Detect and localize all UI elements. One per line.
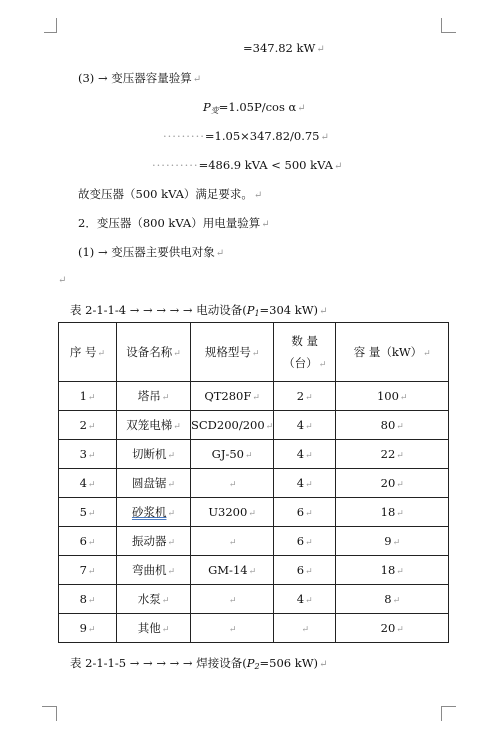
- crop-mark-bottom-right: [441, 706, 456, 721]
- paragraph-mark: ↵: [319, 659, 328, 670]
- cell-capacity: 100↵: [336, 382, 449, 411]
- caption-text: =304 kW): [259, 303, 319, 317]
- cell-name: 水泵↵: [117, 585, 191, 614]
- cell-name: 其他↵: [117, 614, 191, 643]
- cell-quantity: 4↵: [274, 411, 336, 440]
- cell-quantity: 4↵: [274, 469, 336, 498]
- cell-quantity: 2↵: [274, 382, 336, 411]
- conclusion-text: 故变压器（500 kVA）满足要求。: [78, 187, 253, 201]
- cell-index: 8↵: [59, 585, 117, 614]
- table-row: [59, 556, 449, 585]
- cell-capacity: 20↵: [336, 614, 449, 643]
- cell-name: 砂浆机↵: [117, 498, 191, 527]
- cell-index: 1↵: [59, 382, 117, 411]
- table-row: [59, 498, 449, 527]
- cell-index: 4↵: [59, 469, 117, 498]
- paragraph-mark: ↵: [215, 248, 225, 259]
- caption-text: 表 2-1-1-5 → → → → → 焊接设备(: [70, 656, 247, 670]
- cell-model: ↵: [191, 614, 274, 643]
- cell-model: GJ-50↵: [191, 440, 274, 469]
- table-row: [59, 585, 449, 614]
- header-cell-quantity: 数 量 （台）↵: [274, 323, 336, 382]
- cell-name: 双笼电梯↵: [117, 411, 191, 440]
- cell-index: 3↵: [59, 440, 117, 469]
- formula-subscript: 变: [210, 106, 219, 115]
- formula-text: =347.82 kW: [243, 41, 316, 55]
- caption-subscript: 1: [254, 309, 260, 318]
- header-cell-index: 序 号↵: [59, 323, 117, 382]
- cell-capacity: 8↵: [336, 585, 449, 614]
- cell-model: QT280F↵: [191, 382, 274, 411]
- section-2-heading: [78, 216, 270, 232]
- paragraph-mark: ↵: [320, 132, 329, 143]
- crop-mark-top-right: [441, 18, 456, 33]
- table-row: [59, 382, 449, 411]
- cell-index: 7↵: [59, 556, 117, 585]
- paragraph-mark: ↵: [297, 103, 306, 114]
- cell-name: 振动器↵: [117, 527, 191, 556]
- caption-text: 表 2-1-1-4 → → → → → 电动设备(: [70, 303, 247, 317]
- step-1-heading: [78, 245, 224, 261]
- cell-model: ↵: [191, 527, 274, 556]
- header-cell-model: 规格型号↵: [191, 323, 274, 382]
- cell-quantity: 6↵: [274, 527, 336, 556]
- electric-equipment-table: [58, 322, 449, 643]
- cell-capacity: 20↵: [336, 469, 449, 498]
- cell-model: ↵: [191, 585, 274, 614]
- cell-name: 塔吊↵: [117, 382, 191, 411]
- formula-result-line: [243, 41, 325, 57]
- cell-model: GM-14↵: [191, 556, 274, 585]
- table-header-row: [59, 323, 449, 382]
- paragraph-mark: ↵: [192, 74, 202, 85]
- cell-capacity: 18↵: [336, 556, 449, 585]
- cell-capacity: 22↵: [336, 440, 449, 469]
- cell-quantity: 4↵: [274, 585, 336, 614]
- calc-line-1: [163, 129, 329, 145]
- formula-text: =1.05×347.82/0.75: [204, 129, 320, 143]
- heading-text: (3) → 变压器容量验算: [78, 71, 192, 85]
- paragraph-mark: ↵: [253, 190, 263, 201]
- transformer-formula: [203, 100, 306, 118]
- cell-quantity: 6↵: [274, 556, 336, 585]
- cell-quantity: 4↵: [274, 440, 336, 469]
- paragraph-mark: ↵: [316, 44, 325, 55]
- caption-symbol: P: [246, 656, 255, 670]
- cell-model: ↵: [191, 469, 274, 498]
- heading-text: 2．变压器（800 kVA）用电量验算: [78, 216, 261, 230]
- table-row: [59, 614, 449, 643]
- table-caption-welding: [70, 656, 327, 674]
- cell-name: 圆盘锯↵: [117, 469, 191, 498]
- table-row: [59, 527, 449, 556]
- tab-leader: ·········: [163, 129, 205, 143]
- cell-index: 6↵: [59, 527, 117, 556]
- paragraph-mark: ↵: [333, 161, 343, 172]
- cell-index: 2↵: [59, 411, 117, 440]
- table-row: [59, 469, 449, 498]
- heading-text: (1) → 变压器主要供电对象: [78, 245, 215, 259]
- cell-capacity: 9↵: [336, 527, 449, 556]
- table-row: [59, 440, 449, 469]
- tab-leader: ··········: [152, 158, 199, 172]
- cell-index: 9↵: [59, 614, 117, 643]
- cell-index: 5↵: [59, 498, 117, 527]
- conclusion-line: [78, 187, 262, 203]
- crop-mark-top-left: [44, 18, 57, 33]
- paragraph-mark: ↵: [261, 219, 270, 230]
- cell-model: SCD200/200↵: [191, 411, 274, 440]
- cell-capacity: 18↵: [336, 498, 449, 527]
- crop-mark-bottom-left: [42, 706, 57, 721]
- calc-line-2: [152, 158, 342, 174]
- header-cell-capacity: 容 量（kW）↵: [336, 323, 449, 382]
- formula-text: =1.05P/cos α: [218, 100, 297, 114]
- table-row: [59, 411, 449, 440]
- empty-paragraph-mark: ↵: [58, 275, 67, 286]
- cell-quantity: ↵: [274, 614, 336, 643]
- caption-text: =506 kW): [259, 656, 319, 670]
- table-caption-electric: [70, 303, 327, 321]
- cell-quantity: 6↵: [274, 498, 336, 527]
- cell-capacity: 80↵: [336, 411, 449, 440]
- cell-name: 弯曲机↵: [117, 556, 191, 585]
- caption-symbol: P: [246, 303, 255, 317]
- header-cell-name: 设备名称↵: [117, 323, 191, 382]
- caption-subscript: 2: [254, 662, 260, 671]
- paragraph-mark: ↵: [319, 306, 328, 317]
- step-3-heading: [78, 71, 201, 87]
- formula-symbol: P: [203, 100, 211, 114]
- formula-text: =486.9 kVA < 500 kVA: [198, 158, 333, 172]
- cell-model: U3200↵: [191, 498, 274, 527]
- cell-name: 切断机↵: [117, 440, 191, 469]
